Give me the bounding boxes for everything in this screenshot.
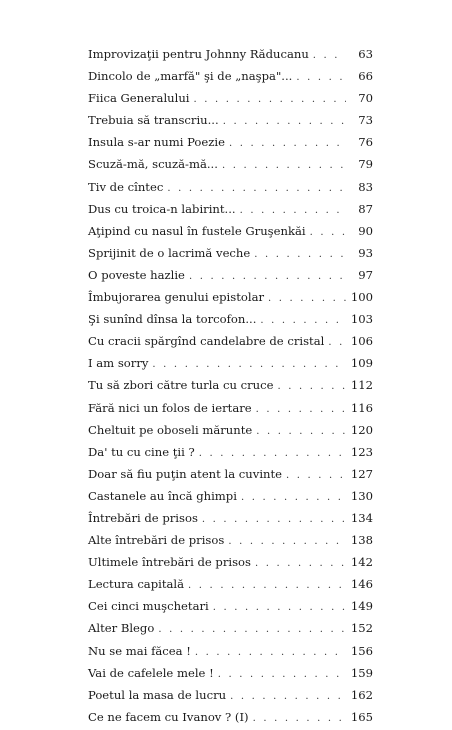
toc-entry-title: Castanele au încă ghimpi <box>88 488 237 503</box>
toc-entry <box>88 573 373 595</box>
dot-leader <box>167 178 346 200</box>
toc-entry-title: Şi sunînd dînsa la torcofon... <box>88 312 257 327</box>
toc-entry-title: Improvizaţii pentru Johnny Răducanu <box>88 47 309 61</box>
dot-leader <box>188 575 346 597</box>
dot-leader <box>202 509 346 531</box>
toc-entry <box>88 374 373 396</box>
toc-entry-title: Alter Blego <box>88 621 155 636</box>
toc-entry <box>88 109 373 131</box>
toc-entry <box>88 352 373 374</box>
toc-entry-title: Ultimele întrebări de prisos <box>88 555 251 570</box>
toc-entry <box>88 684 373 706</box>
dot-leader <box>152 354 346 376</box>
toc-entry-page-number: 90 <box>358 223 373 238</box>
dot-leader <box>296 67 346 89</box>
toc-entry-title: Sprijinit de o lacrimă veche <box>88 245 251 260</box>
dot-leader <box>253 708 346 730</box>
toc-entry <box>88 264 373 286</box>
toc-entry-title: Insula s-ar numi Poezie <box>88 135 225 150</box>
toc-entry-title: Dincolo de „marfă" şi de „naşpa"... <box>88 69 293 84</box>
dot-leader <box>223 111 346 133</box>
toc-entry <box>88 706 373 728</box>
toc-entry-page-number: 134 <box>350 510 373 525</box>
toc-entry-page-number: 120 <box>350 422 373 437</box>
dot-leader <box>268 288 346 310</box>
toc-entry-page-number: 112 <box>350 378 373 393</box>
toc-entry <box>88 65 373 87</box>
toc-entry-title: O poveste hazlie <box>88 267 185 282</box>
table-of-contents <box>88 43 373 728</box>
toc-entry-title: Fără nici un folos de iertare <box>88 400 252 415</box>
toc-entry-page-number: 130 <box>350 488 373 503</box>
dot-leader <box>199 443 346 465</box>
toc-entry-page-number: 127 <box>350 466 373 481</box>
dot-leader <box>213 597 346 619</box>
toc-entry-page-number: 87 <box>358 201 373 216</box>
dot-leader <box>241 487 346 509</box>
dot-leader <box>256 399 346 421</box>
dot-leader <box>189 266 346 288</box>
dot-leader <box>194 89 346 111</box>
toc-entry <box>88 397 373 419</box>
toc-entry <box>88 640 373 662</box>
toc-entry-page-number: 116 <box>350 400 373 415</box>
dot-leader <box>240 200 346 222</box>
toc-entry-title: Fiica Generalului <box>88 91 190 106</box>
dot-leader <box>310 222 346 244</box>
dot-leader <box>255 553 346 575</box>
toc-entry <box>88 242 373 264</box>
toc-entry-page-number: 70 <box>358 91 373 106</box>
toc-entry-page-number: 93 <box>358 245 373 260</box>
toc-entry-page-number: 97 <box>358 267 373 282</box>
toc-entry-page-number: 106 <box>350 334 373 349</box>
toc-entry-page-number: 79 <box>358 157 373 172</box>
toc-entry-title: Cei cinci muşchetari <box>88 599 209 614</box>
toc-entry <box>88 507 373 529</box>
dot-leader <box>328 332 346 354</box>
toc-entry-title: Tu să zbori către turla cu cruce <box>88 378 274 393</box>
toc-entry <box>88 441 373 463</box>
dot-leader <box>278 376 346 398</box>
toc-entry-page-number: 100 <box>350 290 373 305</box>
dot-leader <box>254 244 346 266</box>
toc-entry-page-number: 73 <box>358 113 373 128</box>
toc-entry-title: Îmbujorarea genului epistolar <box>88 290 265 305</box>
toc-entry-page-number: 138 <box>350 533 373 548</box>
dot-leader <box>313 45 346 67</box>
toc-entry-page-number: 156 <box>350 643 373 658</box>
toc-entry-page-number: 159 <box>350 665 373 680</box>
toc-entry <box>88 330 373 352</box>
toc-entry-page-number: 162 <box>350 687 373 702</box>
toc-entry-title: Cheltuit pe oboseli mărunte <box>88 422 253 437</box>
toc-entry <box>88 198 373 220</box>
dot-leader <box>260 310 346 332</box>
toc-entry <box>88 551 373 573</box>
toc-entry-page-number: 109 <box>350 356 373 371</box>
toc-entry-page-number: 66 <box>358 69 373 84</box>
dot-leader <box>229 133 346 155</box>
toc-entry-title: Poetul la masa de lucru <box>88 687 227 702</box>
toc-entry-title: Da' tu cu cine ţii ? <box>88 444 195 459</box>
dot-leader <box>218 664 346 686</box>
toc-entry-page-number: 76 <box>358 135 373 150</box>
toc-entry-title: Dus cu troica-n labirint... <box>88 201 236 216</box>
toc-entry-title: Vai de cafelele mele ! <box>88 665 214 680</box>
toc-entry-title: Tiv de cîntec <box>88 179 164 194</box>
toc-entry-title: Întrebări de prisos <box>88 510 198 525</box>
dot-leader <box>228 531 346 553</box>
toc-entry <box>88 87 373 109</box>
toc-entry <box>88 485 373 507</box>
toc-entry-title: Aţipind cu nasul în fustele Gruşenkăi <box>88 223 306 238</box>
toc-entry-title: Lectura capitală <box>88 577 185 592</box>
toc-entry <box>88 286 373 308</box>
toc-entry-page-number: 146 <box>350 577 373 592</box>
toc-entry-title: Cu cracii spărgînd candelabre de cristal <box>88 334 325 349</box>
toc-entry-page-number: 165 <box>350 709 373 724</box>
toc-entry-title: Scuză-mă, scuză-mă... <box>88 157 218 172</box>
dot-leader <box>256 421 346 443</box>
dot-leader <box>286 465 346 487</box>
toc-entry <box>88 617 373 639</box>
toc-entry <box>88 176 373 198</box>
toc-entry-page-number: 152 <box>350 621 373 636</box>
dot-leader <box>195 642 346 664</box>
toc-entry-page-number: 142 <box>350 555 373 570</box>
toc-entry-page-number: 149 <box>350 599 373 614</box>
toc-entry <box>88 595 373 617</box>
toc-entry-title: Doar să fiu puţin atent la cuvinte <box>88 466 283 481</box>
toc-entry <box>88 308 373 330</box>
toc-entry <box>88 220 373 242</box>
toc-entry-title: Nu se mai făcea ! <box>88 643 191 658</box>
toc-entry-title: I am sorry <box>88 356 149 371</box>
toc-entry <box>88 131 373 153</box>
toc-entry <box>88 153 373 175</box>
toc-entry-page-number: 83 <box>358 179 373 194</box>
dot-leader <box>230 686 346 708</box>
toc-entry-title: Trebuia să transcriu... <box>88 113 219 128</box>
toc-entry-page-number: 63 <box>358 47 373 61</box>
dot-leader <box>222 155 346 177</box>
toc-entry-page-number: 123 <box>350 444 373 459</box>
toc-entry <box>88 43 373 65</box>
toc-entry <box>88 662 373 684</box>
toc-entry <box>88 529 373 551</box>
toc-entry-title: Alte întrebări de prisos <box>88 533 225 548</box>
toc-entry <box>88 419 373 441</box>
toc-entry <box>88 463 373 485</box>
toc-entry-page-number: 103 <box>350 312 373 327</box>
toc-entry-title: Ce ne facem cu Ivanov ? (I) <box>88 709 249 724</box>
dot-leader <box>158 619 346 641</box>
